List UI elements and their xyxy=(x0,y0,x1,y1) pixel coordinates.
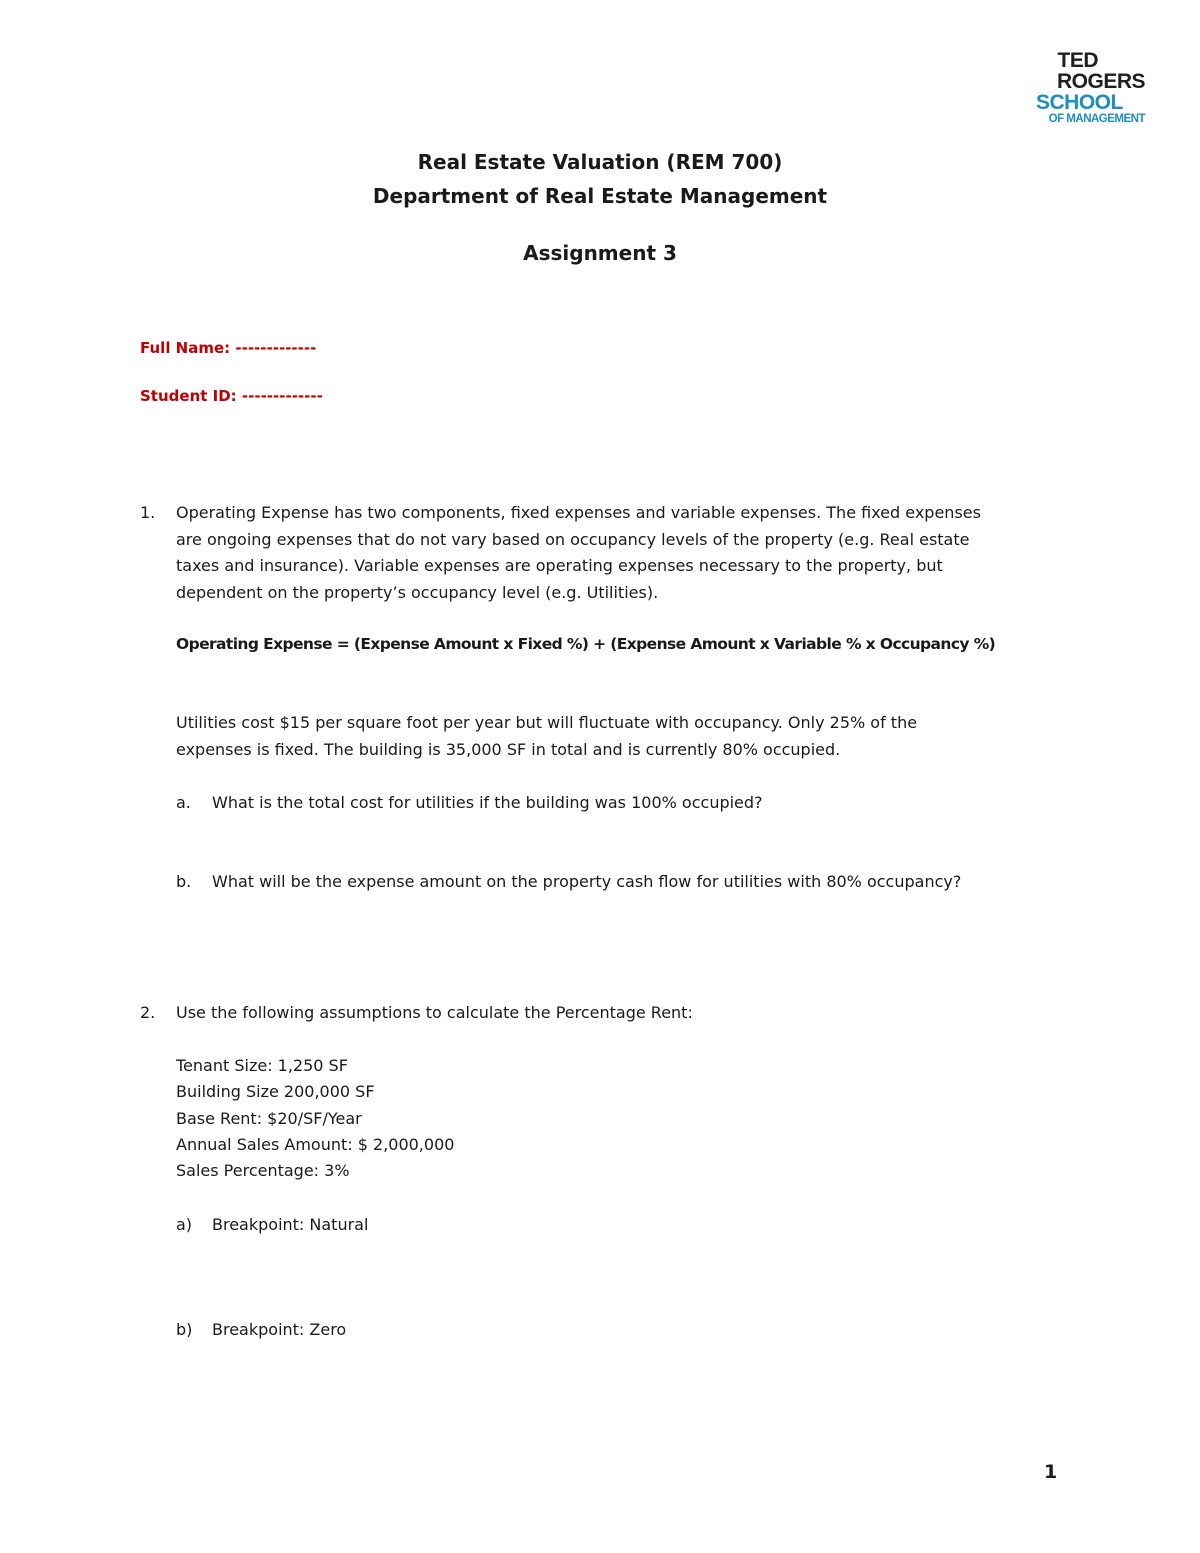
q2-part-a-label: a) xyxy=(176,1215,193,1234)
q1-text-line: dependent on the property’s occupancy level (e.g. Utilities). xyxy=(176,583,659,602)
assignment-title: Assignment 3 xyxy=(523,241,677,265)
department-title: Department of Real Estate Management xyxy=(372,184,828,208)
school-logo xyxy=(1036,50,1154,126)
logo-line-rogers: ROGERS xyxy=(1056,70,1145,93)
q2-part-b-text: Breakpoint: Zero xyxy=(212,1320,347,1339)
logo-line-management: OF MANAGEMENT xyxy=(1048,113,1145,125)
student-id-field: Student ID: ------------- xyxy=(140,387,323,405)
q2-part-b-label: b) xyxy=(176,1320,193,1339)
q1-scenario-line: expenses is fixed. The building is 35,000 SF in total and is currently 80% occupied. xyxy=(176,740,841,759)
q1-scenario-line: Utilities cost $15 per square foot per year but will fluctuate with occupancy. Only 25% of the xyxy=(176,713,918,732)
operating-expense-formula: Operating Expense = (Expense Amount x Fixed %) + (Expense Amount x Variable % x Occupancy %) xyxy=(176,635,996,653)
full-name-field: Full Name: ------------- xyxy=(140,339,317,357)
q1-text-line: Operating Expense has two components, fixed expenses and variable expenses. The fixed expenses xyxy=(176,503,981,522)
logo-line-school: SCHOOL xyxy=(1036,91,1123,114)
q2-intro: Use the following assumptions to calculate the Percentage Rent: xyxy=(176,1003,693,1022)
logo-line-ted: TED xyxy=(1057,49,1098,72)
question-2-number: 2. xyxy=(140,1003,156,1022)
q1-part-a-label: a. xyxy=(176,793,191,812)
q1-text-line: are ongoing expenses that do not vary based on occupancy levels of the property (e.g. Real estate xyxy=(176,530,970,549)
question-1-number: 1. xyxy=(140,503,156,522)
q1-part-a-text: What is the total cost for utilities if the building was 100% occupied? xyxy=(212,793,763,812)
q1-part-b-label: b. xyxy=(176,872,192,891)
page-number: 1 xyxy=(1044,1461,1058,1483)
q2-assumption: Annual Sales Amount: $ 2,000,000 xyxy=(176,1135,455,1154)
q2-assumption: Base Rent: $20/SF/Year xyxy=(176,1109,362,1128)
q1-text-line: taxes and insurance). Variable expenses are operating expenses necessary to the property, but xyxy=(176,556,943,575)
q2-assumption: Tenant Size: 1,250 SF xyxy=(176,1056,348,1075)
course-title: Real Estate Valuation (REM 700) xyxy=(417,150,783,174)
q1-part-b-text: What will be the expense amount on the property cash flow for utilities with 80% occupancy? xyxy=(212,872,962,891)
q2-assumption: Sales Percentage: 3% xyxy=(176,1161,350,1180)
q2-assumption: Building Size 200,000 SF xyxy=(176,1082,375,1101)
q2-part-a-text: Breakpoint: Natural xyxy=(212,1215,369,1234)
